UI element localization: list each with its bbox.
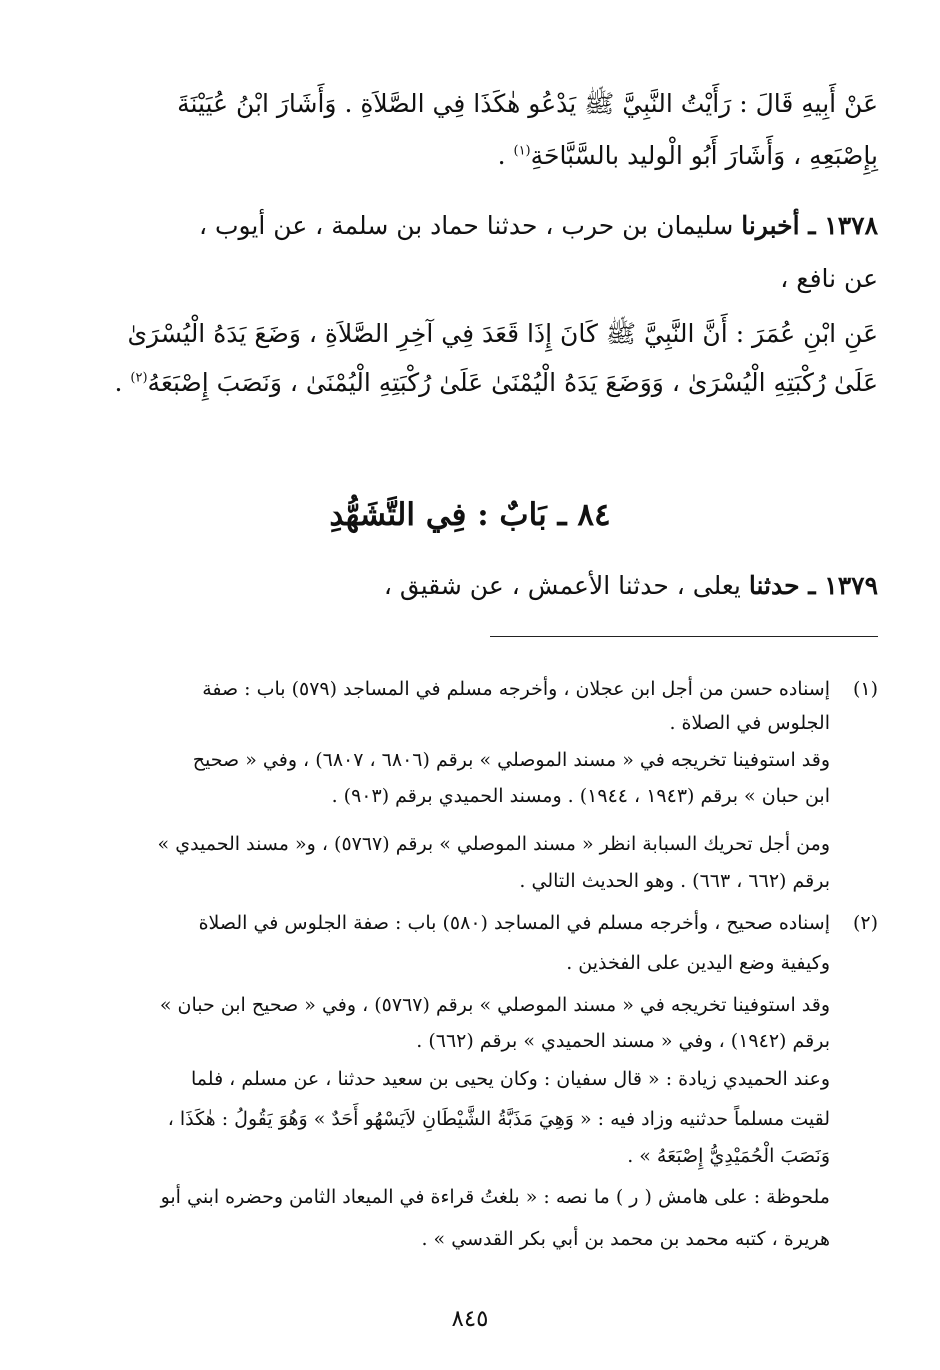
- footnote-1-line: الجلوس في الصلاة .: [669, 712, 830, 734]
- footnote-1-line: وقد استوفينا تخريجه في « مسند الموصلي » برقم (٦٨٠٦ ، ٦٨٠٧) ، وفي « صحيح: [192, 749, 830, 771]
- footnote-ref-2[interactable]: (٢): [130, 370, 148, 386]
- footnote-ref-1[interactable]: (١): [513, 143, 531, 159]
- chapter-heading: ٨٤ ـ بَابٌ : فِي التَّشَهُّدِ: [329, 497, 611, 533]
- footnote-1-line: ومن أجل تحريك السبابة انظر « مسند الموصلي » برقم (٥٧٦٧) ، و« مسند الحميدي »: [157, 833, 830, 855]
- footnote-2-line: وعند الحميدي زيادة : « قال سفيان : وكان يحيى بن سعيد حدثنا ، عن مسلم ، فلما: [191, 1068, 830, 1090]
- hadith-1378-line2: عن نافع ،: [780, 264, 878, 293]
- footnote-2-line: برقم (١٩٤٢) ، وفي « مسند الحميدي » برقم (٦٦٢) .: [416, 1030, 830, 1052]
- footnote-2-line: لقيت مسلماً حدثنيه وزاد فيه : « وَهِيَ مَذَبَّةُ الشَّيْطَانِ لاَيَسْهُو أَحَدٌ » وَهُوَ يَقُولُ : هٰكَذَا ،: [167, 1108, 830, 1130]
- footnote-separator: [490, 636, 878, 637]
- hadith-1378-chain: سليمان بن حرب ، حدثنا حماد بن سلمة ، عن أيوب ،: [198, 211, 742, 240]
- footnote-2-line: ملحوظة : على هامش ( ر ) ما نصه : « بلغتُ قراءة في الميعاد الثامن وحضره ابني أبو: [160, 1186, 830, 1208]
- hadith-1378-line1: [199, 210, 878, 241]
- footnote-1-line: برقم (٦٦٢ ، ٦٦٣) . وهو الحديث التالي .: [519, 870, 830, 892]
- footnote-2-number: (٢): [852, 912, 878, 934]
- footnote-2-line: هريرة ، كتبه محمد بن محمد بن أبي بكر القدسي » .: [421, 1228, 830, 1250]
- para1-line1: عَنْ أَبِيهِ قَالَ : رَأَيْتُ النَّبِيَّ ﷺ يَدْعُو هٰكَذَا فِي الصَّلاَةِ . وَأَشَارَ ابْنُ عُيَيْنَةَ: [177, 89, 878, 118]
- hadith-1379-line1: [384, 570, 878, 601]
- hadith-1378-line3: عَنِ ابْنِ عُمَرَ : أَنَّ النَّبِيَّ ﷺ كَانَ إِذَا قَعَدَ فِي آخِرِ الصَّلاَةِ ، وَضَعَ يَدَهُ الْيُسْرَىٰ: [127, 319, 878, 348]
- footnote-2-line: إسناده صحيح ، وأخرجه مسلم في المساجد (٥٨٠) باب : صفة الجلوس في الصلاة: [198, 912, 830, 934]
- para1-line2-end: .: [497, 141, 514, 170]
- page-number: ٨٤٥: [451, 1306, 489, 1332]
- hadith-1379-chain: يعلى ، حدثنا الأعمش ، عن شقيق ،: [383, 571, 749, 600]
- hadith-1378-line4: [115, 367, 879, 398]
- hadith-1378-number: ١٣٧٨ ـ أخبرنا: [741, 211, 878, 240]
- footnote-2-line: وَنَصَبَ الْحُمَيْدِيُّ إِصْبَعَهُ » .: [627, 1145, 830, 1167]
- hadith-1378-line4-text: عَلَىٰ رُكْبَتِهِ الْيُسْرَىٰ ، وَوَضَعَ يَدَهُ الْيُمْنَىٰ عَلَىٰ رُكْبَتِهِ الْيُمْنَىٰ ، وَنَصَبَ إِصْبَعَهُ: [147, 368, 878, 397]
- footnote-1-line: إسناده حسن من أجل ابن عجلان ، وأخرجه مسلم في المساجد (٥٧٩) باب : صفة: [202, 678, 830, 700]
- footnote-1-number: (١): [852, 678, 878, 700]
- hadith-1378-line4-end: .: [114, 368, 131, 397]
- footnote-2-line: وكيفية وضع اليدين على الفخذين .: [566, 952, 830, 974]
- footnote-2-line: وقد استوفينا تخريجه في « مسند الموصلي » برقم (٥٧٦٧) ، وفي « صحيح ابن حبان »: [159, 994, 830, 1016]
- para1-line2: [498, 140, 878, 171]
- hadith-1379-number: ١٣٧٩ ـ حدثنا: [748, 571, 878, 600]
- footnote-1-line: ابن حبان » برقم (١٩٤٣ ، ١٩٤٤) . ومسند الحميدي برقم (٩٠٣) .: [331, 785, 830, 807]
- para1-line2-text: بِإِصْبَعِهِ ، وَأَشَارَ أَبُو الْوليد بالسَّبَّاحَةِ: [530, 141, 878, 170]
